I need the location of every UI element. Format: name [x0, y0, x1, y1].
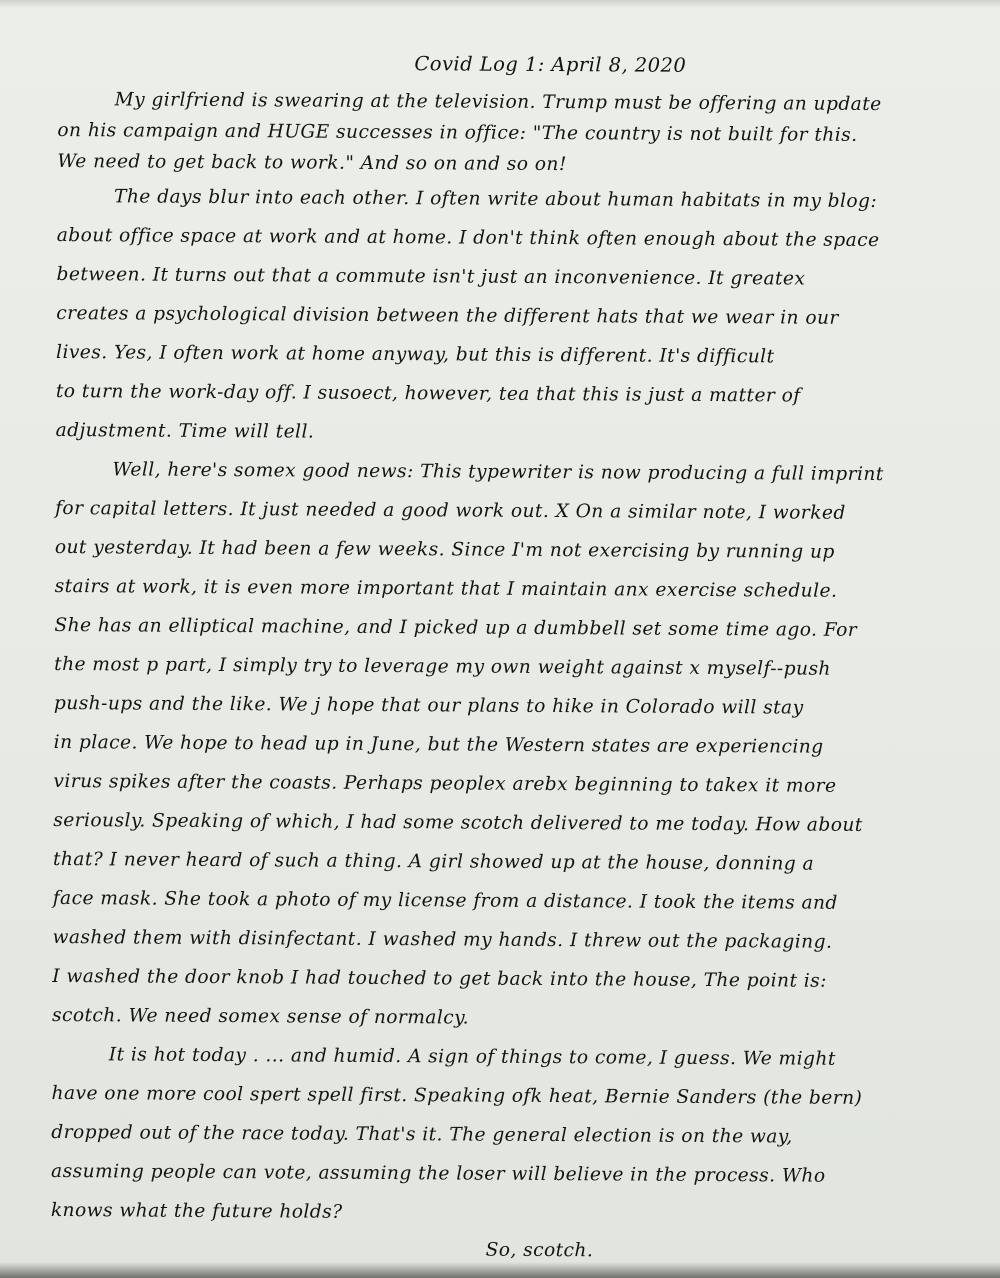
text-line: push-ups and the like. We j hope that our plans to hike in Colorado will stay	[53, 692, 804, 719]
closing-line: So, scotch.	[485, 1239, 594, 1262]
text-line: the most p part, I simply try to leverage my own weight against x myself--push	[54, 653, 831, 680]
text-line: on his campaign and HUGE successes in office: "The country is not built for this.	[57, 119, 858, 146]
text-line: dropped out of the race today. That's it. The general election is on the way,	[51, 1121, 793, 1148]
page-title: Covid Log 1: April 8, 2020	[414, 52, 687, 77]
text-line: to turn the work-day off. I susoect, however, tea that this is just a matter of	[55, 380, 801, 407]
text-line: scotch. We need somex sense of normalcy.	[51, 1004, 470, 1029]
text-line: assuming people can vote, assuming the loser will believe in the process. Who	[51, 1160, 826, 1187]
text-line: stairs at work, it is even more important that I maintain anx exercise schedule.	[54, 575, 838, 602]
paragraph-2	[55, 177, 972, 456]
paper-edge-top	[0, 0, 1000, 8]
text-line: washed them with disinfectant. I washed my hands. I threw out the packaging.	[52, 926, 833, 953]
text-line: that? I never heard of such a thing. A girl showed up at the house, donning a	[52, 848, 815, 875]
typed-text-block	[51, 40, 973, 1272]
text-line: have one more cool spert spell first. Speaking ofk heat, Bernie Sanders (the bern)	[51, 1082, 863, 1109]
paragraph-3	[52, 450, 971, 1041]
paragraph-1	[57, 84, 973, 183]
text-line: between. It turns out that a commute isn't just an inconvenience. It greatex	[56, 263, 806, 290]
text-line: in place. We hope to head up in June, but the Western states are experiencing	[53, 731, 824, 758]
paper-edge-bottom	[0, 1262, 1000, 1278]
text-line: Well, here's somex good news: This typewriter is now producing a full imprint	[112, 459, 884, 486]
text-line: We need to get back to work." And so on and so on!	[57, 150, 567, 176]
text-line: I washed the door knob I had touched to get back into the house, The point is:	[52, 965, 827, 992]
paragraph-4	[51, 1035, 967, 1236]
text-line: out yesterday. It had been a few weeks. Since I'm not exercising by running up	[54, 536, 835, 563]
text-line: creates a psychological division between the different hats that we wear in our	[56, 302, 839, 329]
text-line: My girlfriend is swearing at the television. Trump must be offering an update	[114, 89, 882, 116]
text-line: It is hot today . ... and humid. A sign of things to come, I guess. We might	[108, 1044, 836, 1070]
text-line: adjustment. Time will tell.	[55, 419, 315, 443]
text-line: virus spikes after the coasts. Perhaps peoplex arebx beginning to takex it more	[53, 770, 837, 797]
text-line: lives. Yes, I often work at home anyway, but this is different. It's difficult	[56, 341, 775, 368]
text-line: knows what the future holds?	[50, 1199, 343, 1223]
text-line: about office space at work and at home. I don't think often enough about the space	[56, 224, 880, 252]
text-line: face mask. She took a photo of my license from a distance. I took the items and	[52, 887, 838, 914]
text-line: seriously. Speaking of which, I had some scotch delivered to me today. How about	[53, 809, 863, 836]
text-line: She has an elliptical machine, and I picked up a dumbbell set some time ago. For	[54, 614, 858, 641]
text-line: The days blur into each other. I often write about human habitats in my blog:	[113, 186, 878, 213]
text-line: for capital letters. It just needed a good work out. X On a similar note, I worked	[55, 497, 846, 524]
